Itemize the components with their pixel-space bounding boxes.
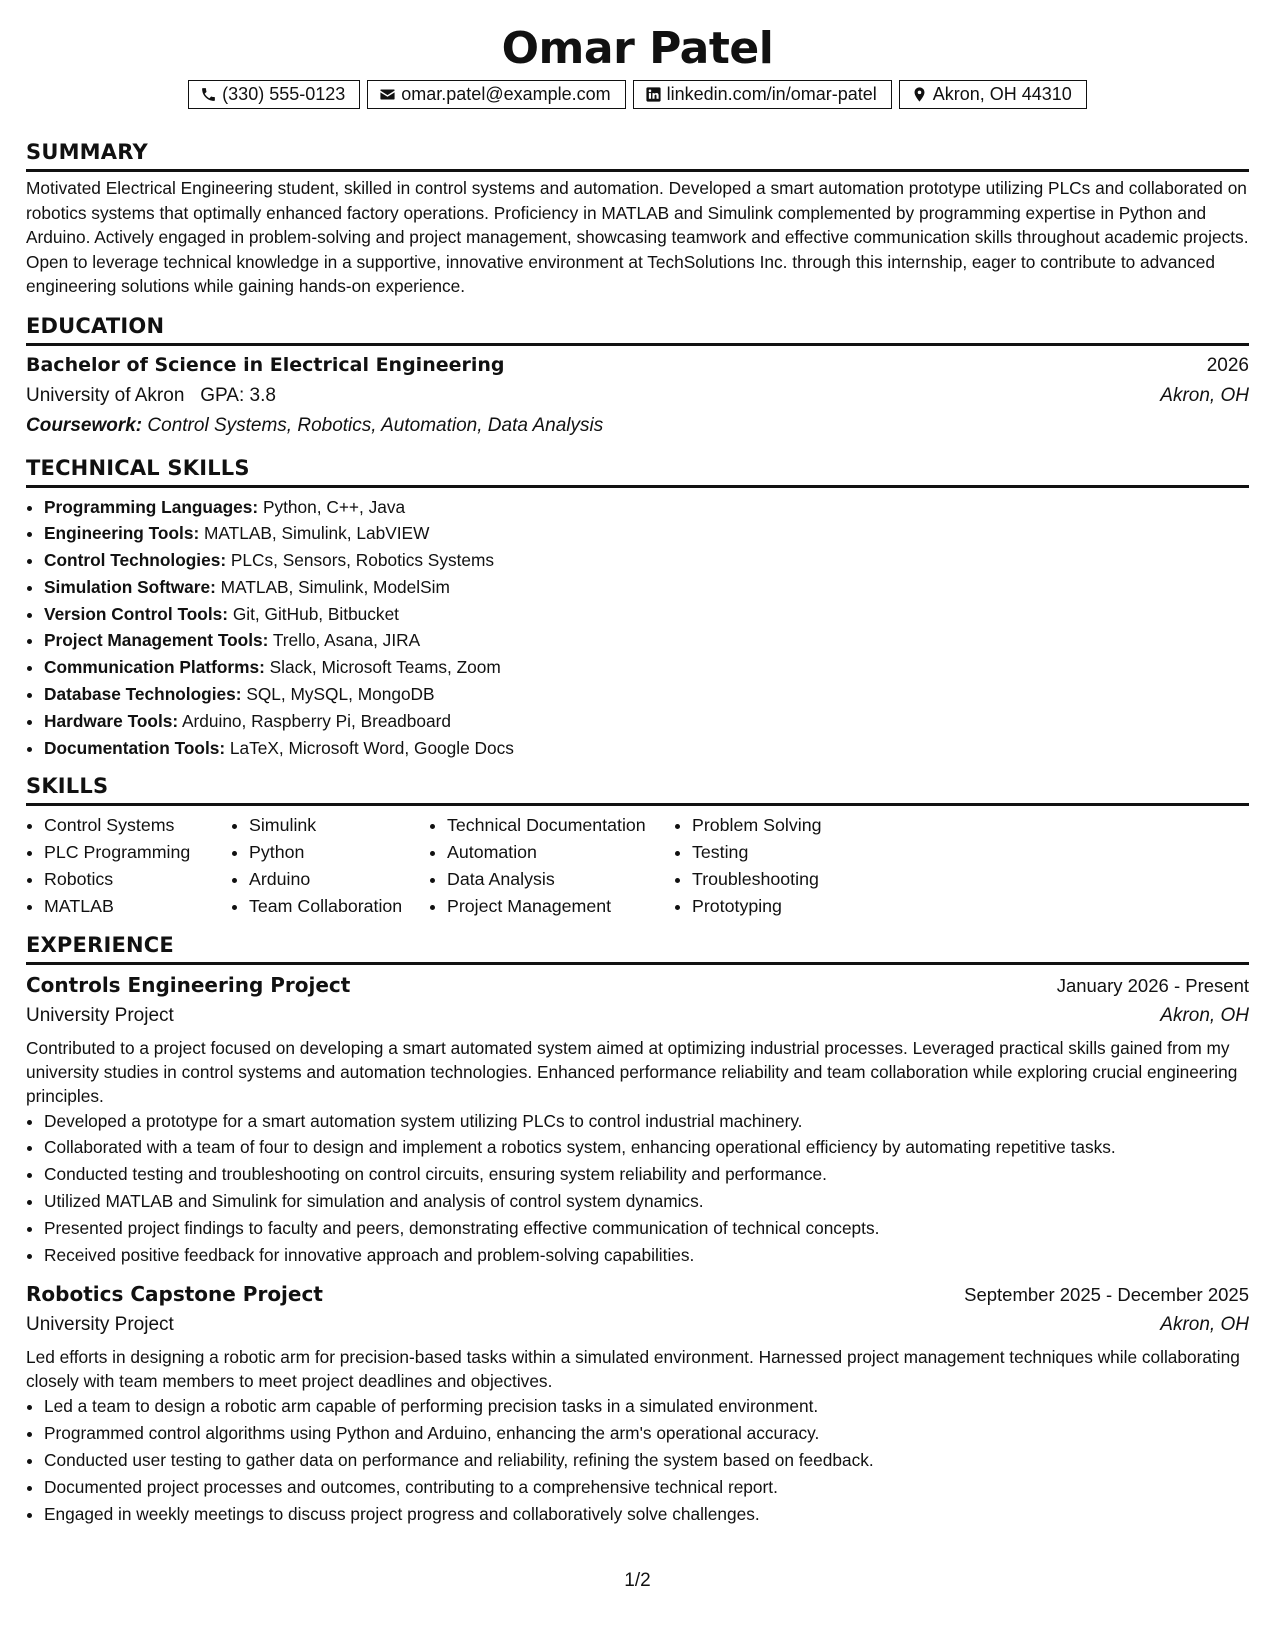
skill-category-label: Version Control Tools: — [44, 603, 229, 624]
list-item — [44, 708, 1249, 735]
list-item: • Simulink — [249, 812, 429, 839]
skill-category-value: Arduino, Raspberry Pi, Breadboard — [178, 710, 451, 731]
list-item: • Automation — [447, 839, 674, 866]
school-name: University of Akron — [26, 384, 185, 406]
list-item: • Utilized MATLAB and Simulink for simulation and analysis of control system dynamics. — [44, 1188, 1249, 1215]
list-item — [44, 601, 1249, 628]
education-heading: EDUCATION — [26, 313, 1249, 346]
skill-category-label: Programming Languages: — [44, 496, 259, 517]
skill-category-value: SQL, MySQL, MongoDB — [241, 684, 435, 705]
skill-category-label: Project Management Tools: — [44, 630, 269, 651]
skills-section — [26, 773, 1249, 919]
skills-column — [26, 812, 231, 919]
job-description: Led efforts in designing a robotic arm for precision-based tasks within a simulated environment. Harnessed project management techniques while collaborating closely with team members to meet project deadlines and objectives. — [26, 1347, 1240, 1392]
summary-heading: SUMMARY — [26, 139, 1249, 172]
list-item: • Collaborated with a team of four to design and implement a robotics system, enhancing operational efficiency by automating repetitive tasks. — [44, 1134, 1249, 1161]
skill-category-label: Simulation Software: — [44, 576, 216, 597]
school-line — [26, 381, 276, 411]
candidate-name: Omar Patel — [501, 23, 774, 74]
skill-category-value: LaTeX, Microsoft Word, Google Docs — [225, 737, 514, 758]
skill-category-value: Slack, Microsoft Teams, Zoom — [264, 657, 501, 678]
list-item: • Testing — [692, 839, 914, 866]
contact-phone[interactable] — [188, 80, 360, 109]
technical-skills-heading: TECHNICAL SKILLS — [26, 455, 1249, 488]
list-item: • Data Analysis — [447, 866, 674, 893]
skill-category-value: MATLAB, Simulink, LabVIEW — [199, 523, 430, 544]
summary-text: Motivated Electrical Engineering student, skilled in control systems and automation. Developed a smart automation prototype utilizing PLCs and collaborated on robotics systems that optimally enhanced factory operations. Proficiency in MATLAB and Simulink complemented by programming expertise in Python and Arduino. Actively engaged in problem-solving and project management, showcasing teamwork and effective communication skills throughout academic projects. Open to leverage technical knowledge in a supportive, innovative environment at TechSolutions Inc. through this internship, eager to contribute to advanced engineering solutions while gaining hands-on experience. — [26, 178, 1249, 296]
list-item: • Conducted testing and troubleshooting on control circuits, ensuring system reliability and performance. — [44, 1161, 1249, 1188]
list-item — [44, 654, 1249, 681]
list-item: • Team Collaboration — [249, 893, 429, 920]
contact-linkedin[interactable] — [633, 80, 892, 109]
summary-section — [26, 139, 1249, 299]
job-dates: January 2026 - Present — [1056, 974, 1249, 996]
coursework-list: Control Systems, Robotics, Automation, Data Analysis — [142, 414, 604, 436]
skill-category-label: Documentation Tools: — [44, 737, 226, 758]
job-location: Akron, OH — [1160, 1314, 1249, 1336]
experience-entry — [26, 969, 1249, 1269]
list-item — [44, 627, 1249, 654]
education-section — [26, 313, 1249, 441]
graduation-year: 2026 — [1206, 354, 1249, 376]
skill-category-value: Trello, Asana, JIRA — [268, 630, 421, 651]
degree-title: Bachelor of Science in Electrical Engineering — [26, 353, 505, 376]
skills-column — [231, 812, 429, 919]
skills-column — [429, 812, 674, 919]
job-header-row — [26, 1278, 1249, 1311]
skills-grid — [26, 812, 1249, 919]
list-item — [44, 494, 1249, 521]
list-item: • Arduino — [249, 866, 429, 893]
gpa: GPA: 3.8 — [200, 384, 276, 406]
list-item: • Project Management — [447, 893, 674, 920]
school-location: Akron, OH — [1160, 384, 1249, 406]
job-bullets — [26, 1108, 1249, 1269]
phone-icon — [200, 86, 217, 103]
resume-page — [26, 18, 1249, 1527]
experience-entry — [26, 1278, 1249, 1527]
list-item: • Robotics — [44, 866, 231, 893]
skill-category-value: MATLAB, Simulink, ModelSim — [215, 576, 450, 597]
list-item: • Python — [249, 839, 429, 866]
contact-email[interactable] — [367, 80, 625, 109]
skill-category-label: Database Technologies: — [44, 684, 242, 705]
skills-heading: SKILLS — [26, 773, 1249, 806]
contact-bar — [26, 80, 1249, 109]
job-title: Robotics Capstone Project — [26, 1282, 323, 1307]
job-bullets — [26, 1393, 1249, 1527]
job-org-row — [26, 1002, 1249, 1030]
list-item: • PLC Programming — [44, 839, 231, 866]
experience-section — [26, 932, 1249, 1528]
contact-location-text: Akron, OH 44310 — [932, 84, 1072, 104]
list-item: • Control Systems — [44, 812, 231, 839]
job-description: Contributed to a project focused on developing a smart automated system aimed at optimizing industrial processes. Leveraged practical skills gained from my university studies in control systems and automation technologies. Enhanced performance reliability and team collaboration while exploring crucial engineering principles. — [26, 1037, 1238, 1106]
list-item: • Technical Documentation — [447, 812, 674, 839]
list-item: • Prototyping — [692, 893, 914, 920]
technical-skills-list — [26, 494, 1249, 762]
skills-column — [674, 812, 914, 919]
job-title: Controls Engineering Project — [26, 972, 351, 997]
skill-category-label: Communication Platforms: — [44, 657, 265, 678]
list-item: • Presented project findings to faculty and peers, demonstrating effective communication of technical concepts. — [44, 1215, 1249, 1242]
list-item — [44, 520, 1249, 547]
list-item — [44, 574, 1249, 601]
map-pin-icon — [911, 86, 928, 103]
skill-category-value: Python, C++, Java — [258, 496, 406, 517]
contact-location — [899, 80, 1087, 109]
job-location: Akron, OH — [1160, 1004, 1249, 1026]
job-org: University Project — [26, 1314, 174, 1336]
list-item: • Developed a prototype for a smart automation system utilizing PLCs to control industrial machinery. — [44, 1108, 1249, 1135]
experience-heading: EXPERIENCE — [26, 932, 1249, 965]
job-org: University Project — [26, 1004, 174, 1026]
education-school-row — [26, 381, 1249, 411]
linkedin-icon — [645, 86, 662, 103]
skill-category-value: PLCs, Sensors, Robotics Systems — [226, 550, 495, 571]
list-item: • Programmed control algorithms using Python and Arduino, enhancing the arm's operational accuracy. — [44, 1420, 1249, 1447]
list-item: • Problem Solving — [692, 812, 914, 839]
job-org-row — [26, 1311, 1249, 1339]
contact-phone-text: (330) 555-0123 — [222, 84, 346, 104]
skill-category-label: Hardware Tools: — [44, 710, 179, 731]
contact-linkedin-text: linkedin.com/in/omar-patel — [666, 84, 877, 104]
list-item: • Troubleshooting — [692, 866, 914, 893]
skill-category-value: Git, GitHub, Bitbucket — [228, 603, 399, 624]
list-item — [44, 681, 1249, 708]
list-item: • MATLAB — [44, 893, 231, 920]
skill-category-label: Control Technologies: — [44, 550, 227, 571]
job-header-row — [26, 969, 1249, 1002]
skill-category-label: Engineering Tools: — [44, 523, 200, 544]
contact-email-text: omar.patel@example.com — [401, 84, 611, 104]
coursework-line — [26, 411, 1249, 441]
coursework-label: Coursework: — [26, 414, 143, 436]
list-item: • Engaged in weekly meetings to discuss project progress and collaboratively solve challenges. — [44, 1501, 1249, 1528]
list-item: • Received positive feedback for innovative approach and problem-solving capabilities. — [44, 1242, 1249, 1269]
technical-skills-section — [26, 455, 1249, 762]
list-item: • Documented project processes and outcomes, contributing to a comprehensive technical report. — [44, 1474, 1249, 1501]
page-number: 1/2 — [624, 1570, 651, 1591]
list-item: • Conducted user testing to gather data on performance and reliability, refining the system based on feedback. — [44, 1447, 1249, 1474]
list-item — [44, 547, 1249, 574]
job-dates: September 2025 - December 2025 — [964, 1284, 1249, 1306]
list-item — [44, 735, 1249, 762]
envelope-icon — [379, 86, 396, 103]
list-item: • Led a team to design a robotic arm capable of performing precision tasks in a simulated environment. — [44, 1393, 1249, 1420]
education-degree-row — [26, 350, 1249, 381]
